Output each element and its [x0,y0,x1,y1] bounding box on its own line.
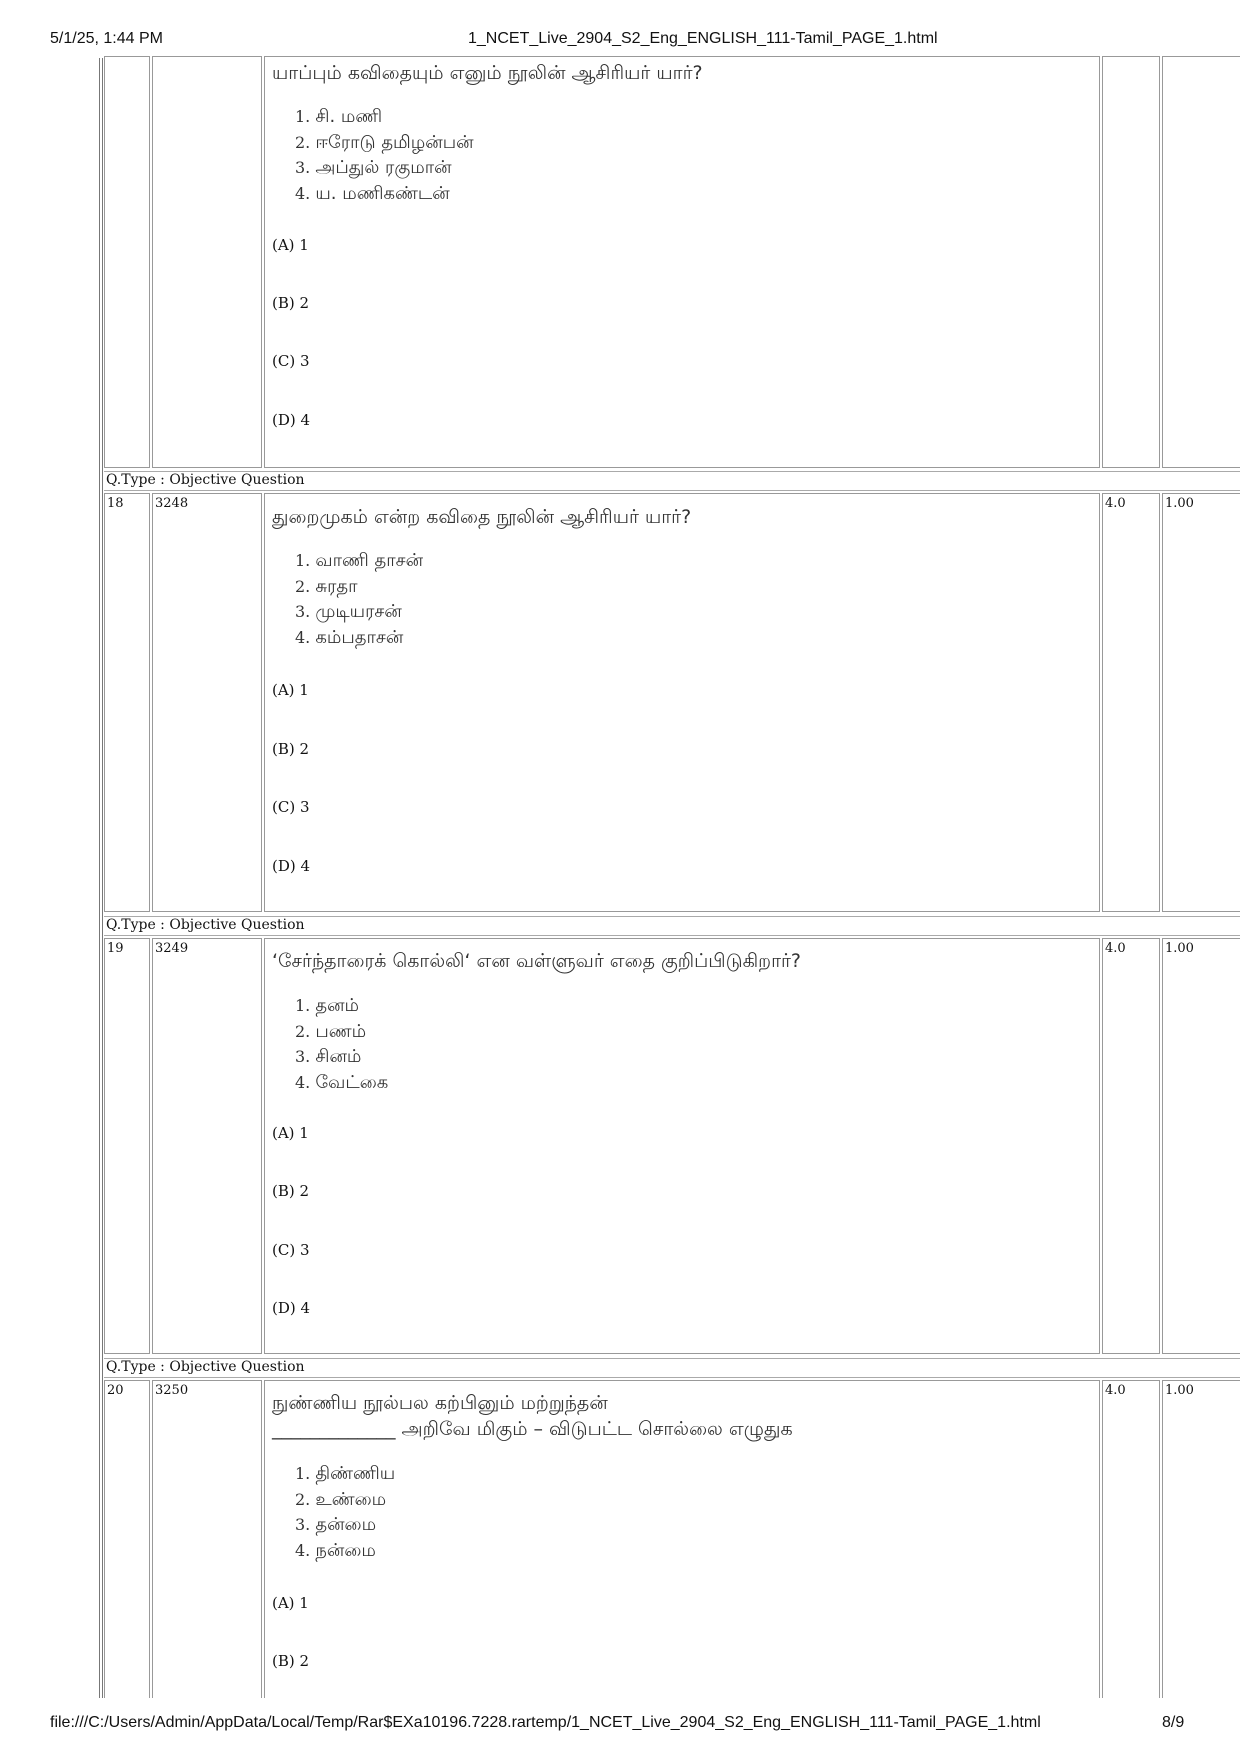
question-id: 3248 [155,496,189,511]
question-text: துறைமுகம் என்ற கவிதை நூலின் ஆசிரியர் யார்? [272,506,692,528]
question-marks: 4.0 [1105,1383,1126,1398]
answer-choice-a: (A) 1 [272,1594,309,1612]
marks-cell [1102,938,1160,1354]
question-serial: 20 [107,1383,124,1398]
marks-cell [1102,1380,1160,1698]
option-item: 3. முடியரசன் [295,601,402,622]
id-cell [152,938,262,1354]
row-divider [104,490,1240,491]
option-item: 3. தன்மை [295,1514,377,1535]
options-list [295,993,388,1095]
question-text: யாப்பும் கவிதையும் எனும் நூலின் ஆசிரியர் யார்? [272,62,703,84]
serial-cell [104,56,150,468]
answer-choice-d: (D) 4 [272,411,311,429]
option-item: 1. வாணி தாசன் [295,550,424,571]
question-negative-marks: 1.00 [1165,496,1194,511]
option-item: 1. தனம் [295,995,360,1016]
option-item: 4. வேட்கை [295,1071,389,1093]
question-negative-marks: 1.00 [1165,941,1194,956]
answer-choice-b: (B) 2 [272,294,310,312]
row-divider [104,1377,1240,1378]
option-item: 4. ய. மணிகண்டன் [295,182,450,204]
options-list [295,1461,395,1563]
question-cell [264,938,1100,1354]
option-item: 3. சினம் [295,1046,362,1067]
serial-cell [104,1380,150,1698]
print-title: 1_NCET_Live_2904_S2_Eng_ENGLISH_111-Tamil_PAGE_1.html [468,30,938,47]
question-id: 3250 [155,1383,189,1398]
answer-choice-b: (B) 2 [272,1182,310,1200]
option-item: 3. அப்துல் ரகுமான் [295,157,452,178]
qtype-label: Q.Type : Objective Question [106,472,305,488]
id-cell [152,493,262,912]
question-text: ‘சேர்ந்தாரைக் கொல்லி‘ என வள்ளுவர் எதை குறிப்பிடுகிறார்? [272,950,802,972]
option-item: 2. ஈரோடு தமிழன்பன் [295,131,474,153]
negative-cell [1162,1380,1240,1698]
question-id: 3249 [155,941,189,956]
marks-cell [1102,56,1160,468]
question-serial: 19 [107,941,124,956]
print-datetime: 5/1/25, 1:44 PM [50,30,163,47]
question-text: நுண்ணிய நூல்பல கற்பினும் மற்றுந்தன் [272,1392,608,1414]
answer-choice-a: (A) 1 [272,681,309,699]
option-item: 2. பணம் [295,1020,367,1042]
negative-cell [1162,938,1240,1354]
negative-cell [1162,493,1240,912]
question-text-line2: _____________ அறிவே மிகும் – விடுபட்ட சொல்லை எழுதுக [272,1418,793,1440]
question-serial: 18 [107,496,124,511]
qtype-label: Q.Type : Objective Question [106,917,305,933]
option-item: 4. கம்பதாசன் [295,626,404,648]
option-item: 4. நன்மை [295,1539,376,1561]
id-cell [152,56,262,468]
marks-cell [1102,493,1160,912]
option-item: 2. உண்மை [295,1488,387,1510]
negative-cell [1162,56,1240,468]
answer-choice-b: (B) 2 [272,740,310,758]
question-marks: 4.0 [1105,496,1126,511]
answer-choice-c: (C) 3 [272,798,310,816]
id-cell [152,1380,262,1698]
answer-choice-d: (D) 4 [272,857,311,875]
option-item: 1. திண்ணிய [295,1463,396,1484]
frame-left-line [99,58,100,1698]
answer-choice-d: (D) 4 [272,1299,311,1317]
serial-cell [104,938,150,1354]
option-item: 2. சுரதா [295,575,358,597]
answer-choice-c: (C) 3 [272,1241,310,1259]
option-item: 1. சி. மணி [295,106,383,127]
file-path-link[interactable]: file:///C:/Users/Admin/AppData/Local/Temp/Rar$EXa10196.7228.rartemp/1_NCET_Live_2904_S2_Eng_ENGLISH_111-Tamil_PAGE_1.html [50,1714,1041,1731]
page-number: 8/9 [1162,1714,1185,1731]
options-list [295,548,423,650]
question-negative-marks: 1.00 [1165,1383,1194,1398]
answer-choice-a: (A) 1 [272,236,309,254]
row-divider [104,935,1240,936]
frame-left-line-inner [102,58,103,1698]
answer-choice-b: (B) 2 [272,1652,310,1670]
qtype-label: Q.Type : Objective Question [106,1359,305,1375]
question-marks: 4.0 [1105,941,1126,956]
options-list [295,104,474,206]
serial-cell [104,493,150,912]
answer-choice-a: (A) 1 [272,1124,309,1142]
answer-choice-c: (C) 3 [272,352,310,370]
